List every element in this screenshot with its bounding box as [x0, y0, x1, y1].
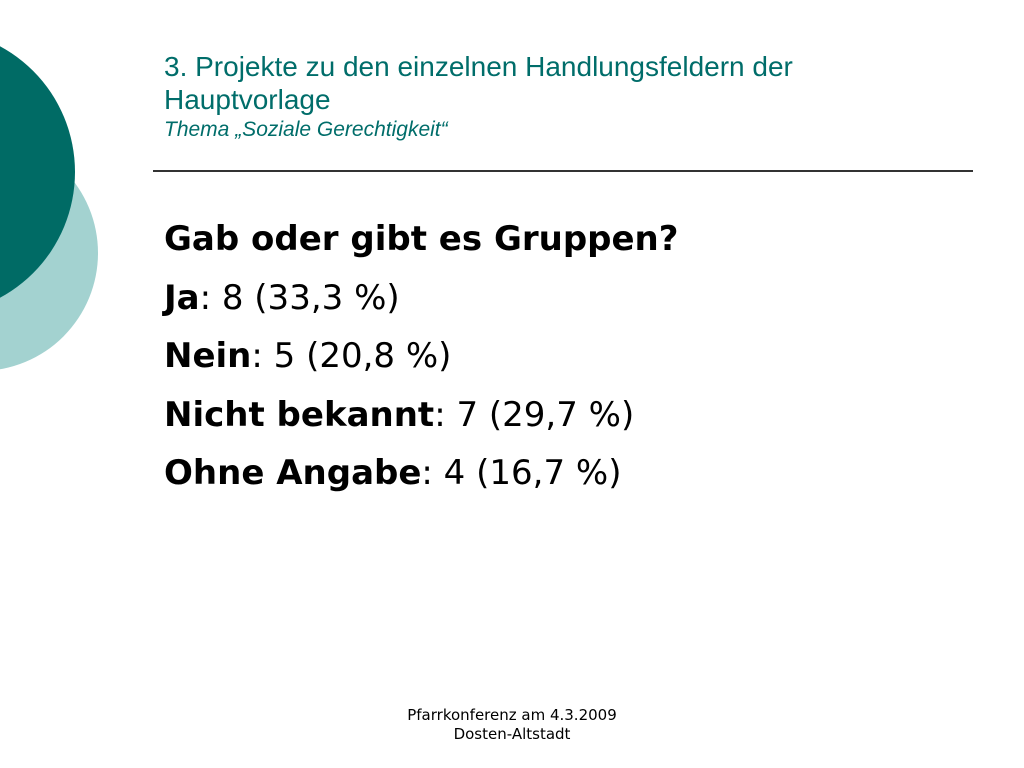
- answer-label: Ja: [164, 277, 200, 318]
- answer-row-nicht-bekannt: [164, 386, 984, 445]
- footer-line-2: Dosten-Altstadt: [453, 725, 571, 743]
- slide-title-line-1: 3. Projekte zu den einzelnen Handlungsfeldern der: [164, 51, 793, 82]
- footer-line-1: Pfarrkonferenz am 4.3.2009: [407, 706, 617, 724]
- question-text: Gab oder gibt es Gruppen?: [164, 219, 679, 259]
- decorative-circles: [0, 0, 120, 420]
- answer-row-ohne-angabe: [164, 444, 984, 503]
- slide-title-block: [164, 50, 964, 144]
- slide-footer: [312, 706, 712, 744]
- slide-content: [164, 210, 984, 503]
- answer-value: : 4 (16,7 %): [421, 453, 622, 493]
- answer-label: Ohne Angabe: [164, 453, 422, 493]
- title-divider: [153, 170, 973, 172]
- answer-label: Nein: [164, 336, 252, 376]
- answer-row-ja: [164, 269, 984, 328]
- answer-value: : 8 (33,3 %): [199, 277, 400, 318]
- answer-label: Nicht bekannt: [164, 394, 435, 435]
- slide-title-line-2: Hauptvorlage: [164, 84, 331, 115]
- answer-row-nein: [164, 327, 984, 386]
- slide-subtitle: Thema „Soziale Gerechtigkeit“: [164, 118, 448, 141]
- answer-value: : 7 (29,7 %): [434, 394, 635, 435]
- answer-value: : 5 (20,8 %): [251, 336, 452, 376]
